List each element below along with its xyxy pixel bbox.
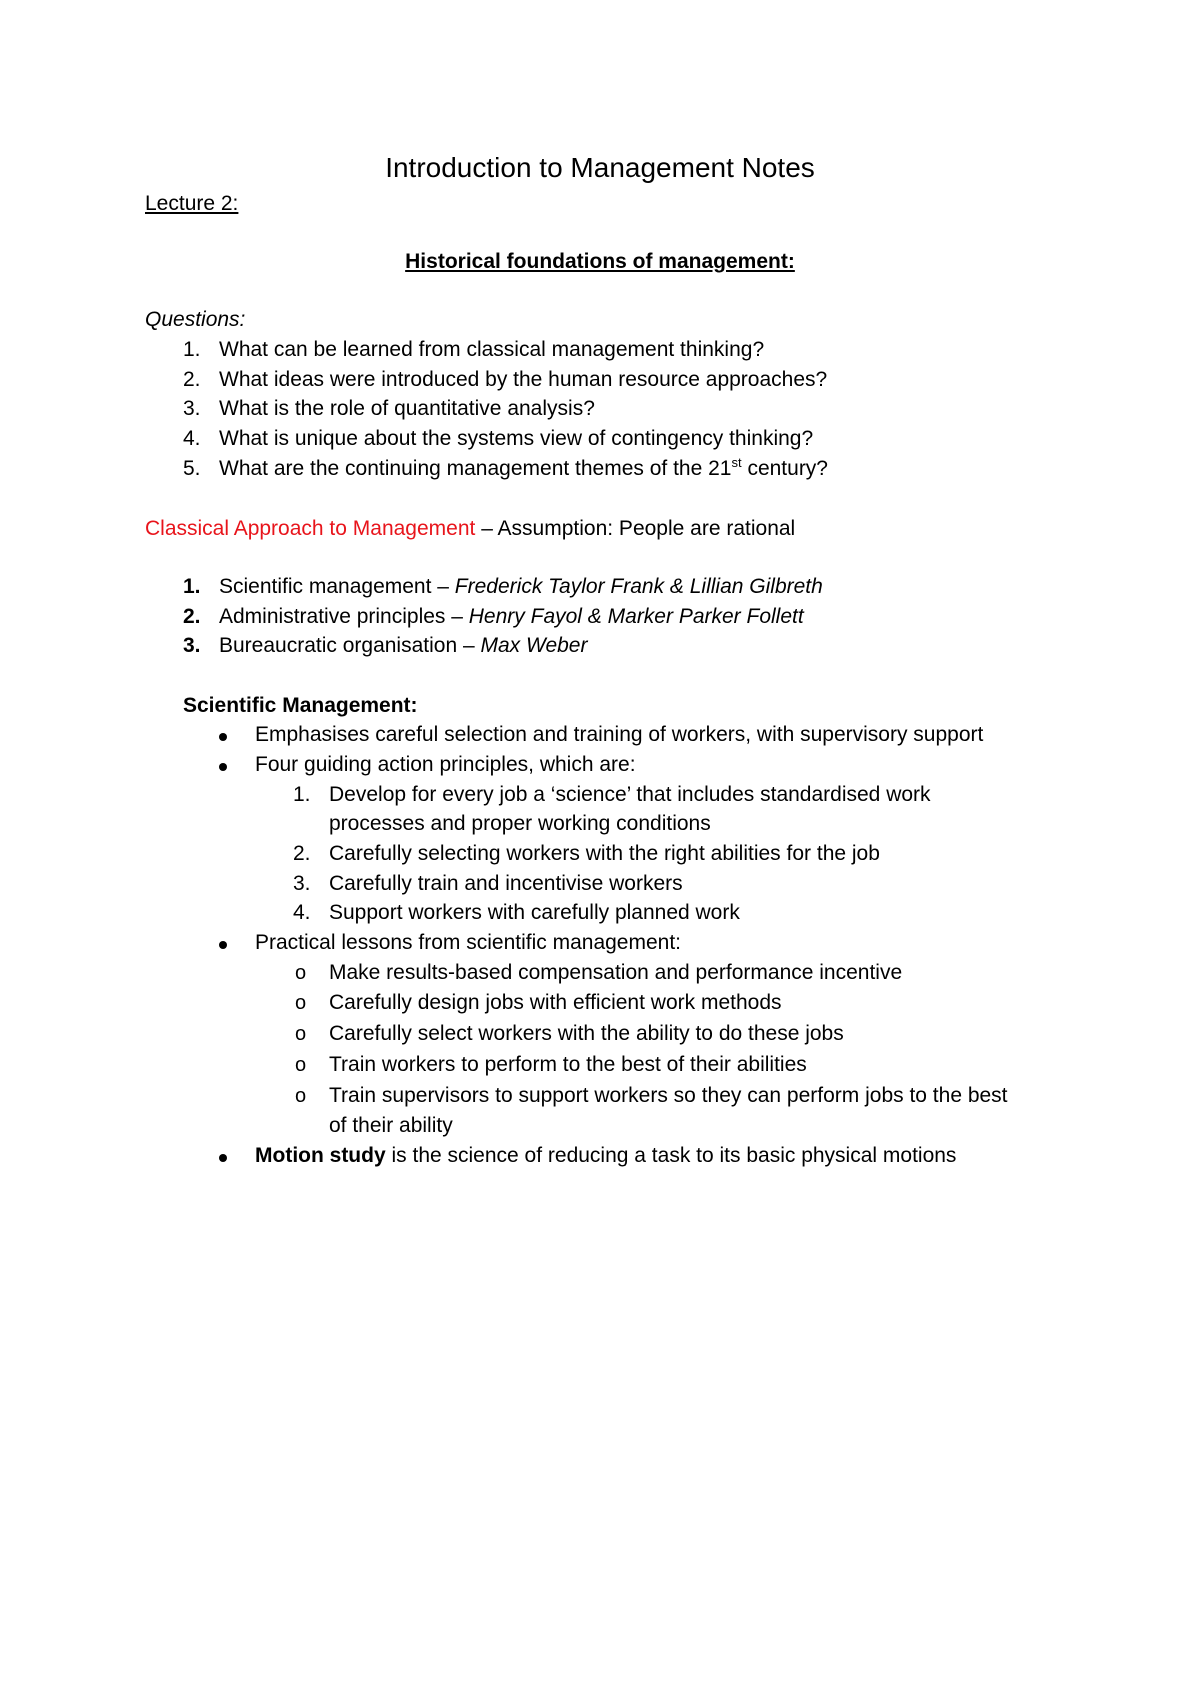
scientific-management-heading: Scientific Management:	[183, 694, 418, 717]
principle-number: 3.	[293, 872, 311, 895]
superscript: st	[731, 455, 742, 470]
principle-number: 2.	[293, 842, 311, 865]
classical-assumption: Assumption: People are rational	[492, 517, 796, 540]
motion-study-term: Motion study	[255, 1144, 386, 1167]
bullet-item: Four guiding action principles, which are:	[255, 753, 636, 776]
approach-number: 2.	[183, 605, 201, 628]
circle-bullet-icon: o	[295, 1023, 307, 1045]
motion-study-definition: is the science of reducing a task to its basic physical motions	[385, 1144, 957, 1167]
bullet-icon	[219, 1154, 227, 1162]
question-number: 5.	[183, 457, 201, 480]
principle-item: Carefully train and incentivise workers	[329, 872, 683, 895]
circle-bullet-icon: o	[295, 1054, 307, 1076]
question-number: 4.	[183, 427, 201, 450]
principle-item: Develop for every job a ‘science’ that includes standardised work	[329, 783, 931, 806]
approach-number: 3.	[183, 634, 201, 657]
question-text: century?	[741, 457, 828, 480]
bullet-icon	[219, 763, 227, 771]
bullet-item	[255, 1142, 956, 1170]
classical-approach-line	[145, 515, 795, 543]
principle-number: 1.	[293, 783, 311, 806]
approach-item	[219, 632, 587, 660]
question-item	[219, 455, 828, 483]
principle-item-continued: processes and proper working conditions	[329, 812, 711, 835]
lecture-label: Lecture 2:	[145, 192, 239, 215]
question-item: What is the role of quantitative analysis?	[219, 397, 595, 420]
approach-people: Frederick Taylor Frank & Lillian Gilbreth	[454, 575, 823, 598]
dash: –	[475, 517, 493, 540]
bullet-icon	[219, 733, 227, 741]
question-item: What can be learned from classical management thinking?	[219, 338, 765, 361]
circle-bullet-icon: o	[295, 992, 307, 1014]
approach-item	[219, 603, 804, 631]
lesson-item-continued: of their ability	[329, 1114, 453, 1137]
lesson-item: Make results-based compensation and performance incentive	[329, 961, 903, 984]
approach-item	[219, 573, 823, 601]
approach-people: Max Weber	[480, 634, 588, 657]
question-item: What ideas were introduced by the human resource approaches?	[219, 368, 828, 391]
bullet-item: Emphasises careful selection and training of workers, with supervisory support	[255, 723, 984, 746]
question-text: What are the continuing management themes of the 21	[219, 457, 732, 480]
approach-label: Administrative principles –	[219, 605, 469, 628]
principle-item: Carefully selecting workers with the right abilities for the job	[329, 842, 880, 865]
question-item: What is unique about the systems view of contingency thinking?	[219, 427, 814, 450]
question-number: 2.	[183, 368, 201, 391]
section-heading: Historical foundations of management:	[405, 250, 795, 273]
lesson-item: Train workers to perform to the best of their abilities	[329, 1053, 807, 1076]
approach-label: Scientific management –	[219, 575, 455, 598]
lesson-item: Train supervisors to support workers so they can perform jobs to the best	[329, 1084, 1008, 1107]
approach-label: Bureaucratic organisation –	[219, 634, 481, 657]
lesson-item: Carefully design jobs with efficient work methods	[329, 991, 782, 1014]
principle-number: 4.	[293, 901, 311, 924]
circle-bullet-icon: o	[295, 1085, 307, 1107]
questions-label: Questions:	[145, 308, 246, 331]
classical-approach-heading: Classical Approach to Management	[145, 517, 476, 540]
page-title: Introduction to Management Notes	[385, 152, 815, 183]
bullet-icon	[219, 941, 227, 949]
question-number: 3.	[183, 397, 201, 420]
principle-item: Support workers with carefully planned work	[329, 901, 740, 924]
circle-bullet-icon: o	[295, 962, 307, 984]
bullet-item: Practical lessons from scientific management:	[255, 931, 681, 954]
question-number: 1.	[183, 338, 201, 361]
approach-number: 1.	[183, 575, 201, 598]
approach-people: Henry Fayol & Marker Parker Follett	[468, 605, 804, 628]
lesson-item: Carefully select workers with the ability to do these jobs	[329, 1022, 844, 1045]
